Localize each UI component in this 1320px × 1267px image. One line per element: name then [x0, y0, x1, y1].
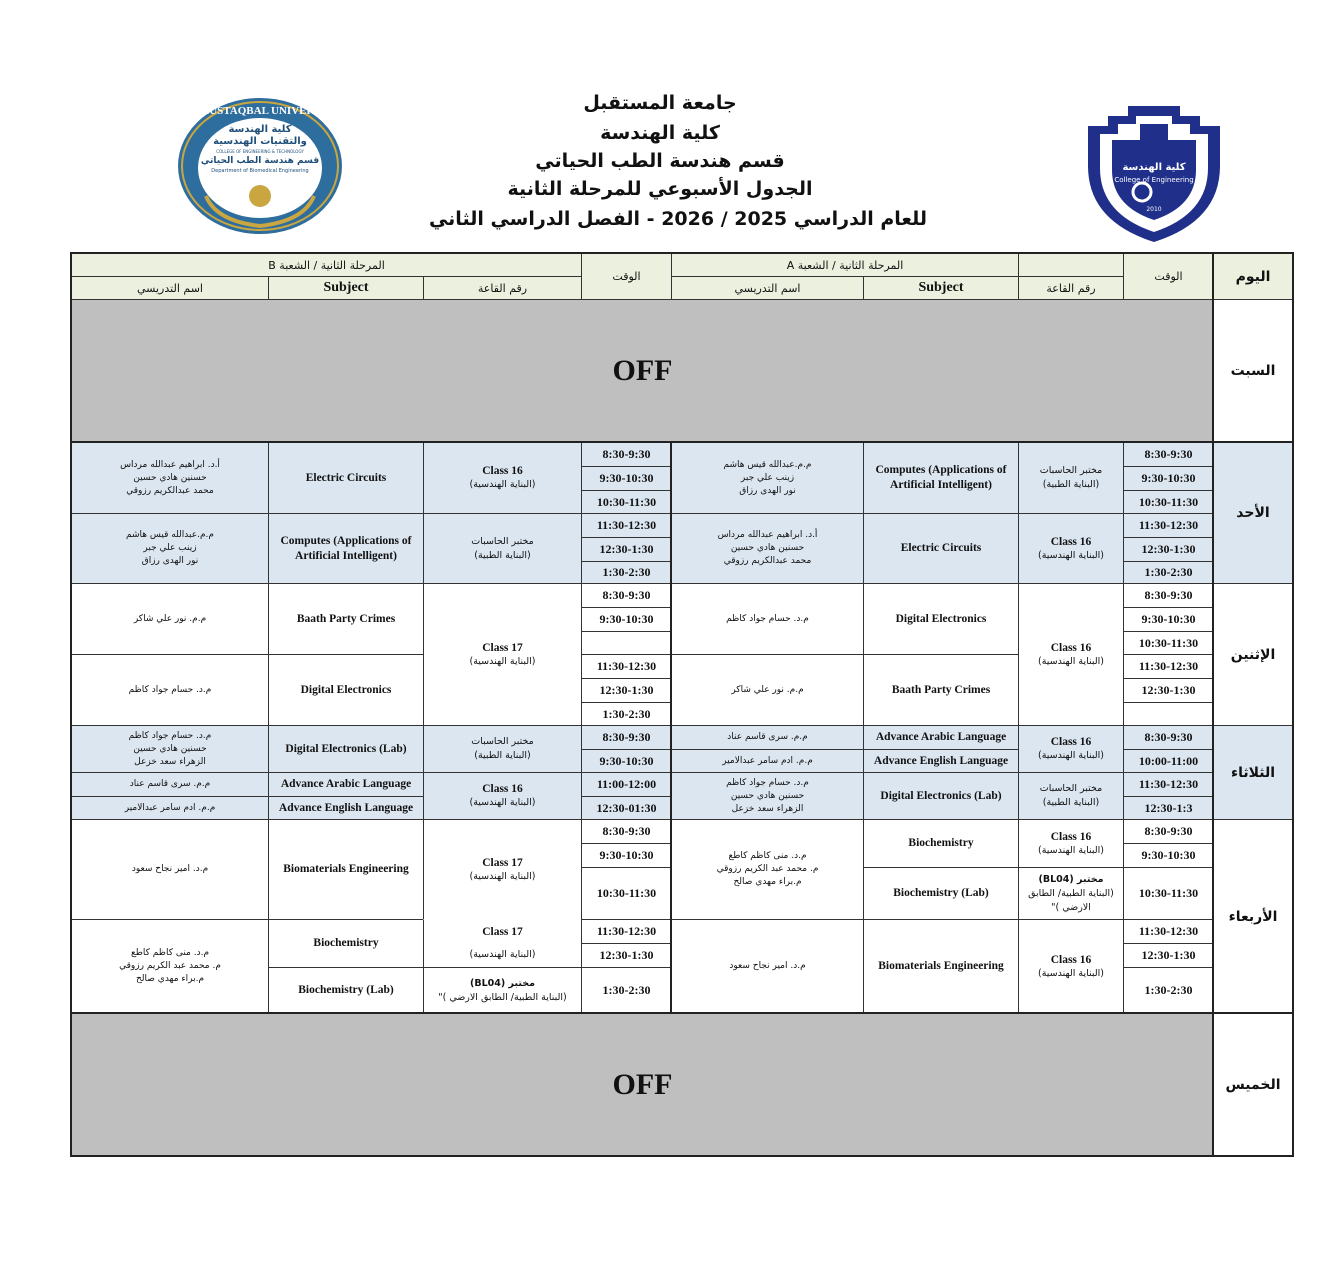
instructor-name: أ.د. ابراهيم عبدالله مرداس — [717, 530, 818, 540]
day-tuesday: الثلاثاء — [1213, 725, 1293, 820]
room-number: مختبر الحاسبات — [471, 535, 534, 547]
building-name: (البناية الهندسية) — [1037, 549, 1105, 561]
subject-cell: Baath Party Crimes — [863, 654, 1019, 726]
logo-arabic: كلية الهندسة — [1122, 162, 1186, 173]
day-thursday: الخميس — [1213, 1013, 1293, 1156]
time-slot — [1123, 702, 1214, 726]
time-slot: 11:30-12:30 — [581, 919, 672, 944]
time-slot: 10:30-11:30 — [581, 490, 672, 514]
instructor-name: م.د. حسام جواد كاظم — [128, 730, 212, 741]
day-wednesday: الأربعاء — [1213, 819, 1293, 1014]
room-cell — [423, 967, 582, 1014]
instructor-name: م.د. امير نجاح سعود — [729, 961, 806, 971]
instructor-cell — [671, 725, 864, 750]
building-name: (البناية الطبية/ الطابق الارضي )" — [438, 991, 567, 1003]
time-slot: 8:30-9:30 — [581, 442, 672, 467]
time-slot: 1:30-2:30 — [1123, 967, 1214, 1014]
subject-cell: Biochemistry — [863, 819, 1019, 868]
instructor-header-b: اسم التدريسي — [71, 276, 269, 300]
room-number: مختبر الحاسبات — [1039, 783, 1103, 794]
room-cell — [1018, 772, 1124, 820]
room-number: مختبر (BL04) — [1038, 873, 1104, 885]
logo-year: 2010 — [1146, 206, 1162, 213]
time-slot: 12:30-1:30 — [1123, 678, 1214, 703]
time-slot: 12:30-1:30 — [1123, 943, 1214, 968]
room-number: مختبر الحاسبات — [471, 736, 534, 747]
building-name: (البناية الهندسية) — [469, 479, 536, 490]
room-header-b: رقم القاعة — [423, 276, 582, 300]
instructor-cell — [71, 442, 269, 514]
instructor-name: م.م. ادم سامر عبدالامير — [124, 802, 216, 813]
room-cell — [423, 819, 582, 920]
instructor-name: م.براء مهدي صالح — [135, 974, 205, 984]
subject-cell: Advance Arabic Language — [863, 725, 1019, 750]
university-name: جامعة المستقبل — [583, 92, 737, 114]
building-name: (البناية الهندسية) — [1037, 750, 1105, 761]
instructor-name: م.د. حسام جواد كاظم — [128, 684, 212, 695]
time-slot: 1:30-2:30 — [581, 702, 672, 726]
time-slot: 11:30-12:30 — [1123, 772, 1214, 797]
time-slot: 8:30-9:30 — [1123, 819, 1214, 844]
instructor-name: م.م. سرى قاسم عناد — [727, 732, 808, 742]
logo-text-3: COLLEGE OF ENGINEERING & TECHNOLOGY — [216, 149, 304, 154]
instructor-name: م.د. منى كاظم كاطع — [728, 851, 807, 861]
time-slot: 8:30-9:30 — [581, 583, 672, 608]
instructor-name: حسنين هادي حسين — [730, 543, 805, 553]
instructor-cell — [671, 772, 864, 820]
room-number: Class 16 — [1050, 830, 1092, 843]
section-b-header: المرحلة الثانية / الشعبة B — [71, 253, 582, 277]
subject-cell: Digital Electronics (Lab) — [268, 725, 424, 773]
schedule-title: الجدول الأسبوعي للمرحلة الثانية — [507, 178, 813, 200]
logo-text-1: كلية الهندسة — [228, 124, 292, 135]
room-cell — [1018, 725, 1124, 773]
instructor-name: م.م. ادم سامر عبدالامير — [722, 755, 813, 766]
instructor-cell — [671, 513, 864, 584]
subject-header-b: Subject — [268, 276, 424, 300]
instructor-cell — [671, 919, 864, 1014]
building-name: (البناية الطبية) — [474, 750, 531, 761]
instructor-name: حسنين هادي حسين — [730, 790, 805, 801]
time-slot: 11:30-12:30 — [1123, 654, 1214, 679]
time-slot: 12:30-1:30 — [581, 537, 672, 562]
instructor-name: م.م. سرى قاسم عناد — [129, 779, 211, 789]
department-logo — [176, 96, 344, 244]
instructor-name: نور الهدى رزاق — [739, 485, 796, 496]
time-slot: 9:30-10:30 — [1123, 843, 1214, 868]
instructor-cell — [671, 749, 864, 773]
time-slot: 10:30-11:30 — [1123, 490, 1214, 514]
instructor-name: أ.د. ابراهيم عبدالله مرداس — [120, 459, 220, 470]
room-number: Class 16 — [482, 465, 523, 477]
subject-cell: Biochemistry (Lab) — [863, 867, 1019, 920]
instructor-cell — [71, 583, 269, 655]
building-name: (البناية الطبية) — [1042, 797, 1100, 808]
saturday-off: OFF — [71, 299, 1214, 443]
instructor-cell — [671, 442, 864, 514]
time-slot: 12:30-1:30 — [1123, 537, 1214, 562]
time-slot: 11:30-12:30 — [1123, 919, 1214, 944]
room-number: Class 16 — [1050, 641, 1092, 654]
building-name: (البناية الهندسية) — [469, 797, 536, 808]
room-cell — [1018, 442, 1124, 514]
room-cell — [423, 583, 582, 726]
day-sunday: الأحد — [1213, 442, 1293, 584]
room-cell — [1018, 513, 1124, 584]
room-cell — [1018, 919, 1124, 1014]
time-slot: 11:30-12:30 — [581, 654, 672, 679]
instructor-name: م.م.عبدالله قيس هاشم — [126, 530, 214, 540]
instructor-name: حسنين هادي حسين — [133, 743, 207, 754]
room-number: Class 16 — [1050, 535, 1092, 548]
room-number: Class 16 — [1050, 953, 1092, 966]
room-cell — [1018, 867, 1124, 920]
instructor-cell — [671, 583, 864, 655]
subject-cell: Biomaterials Engineering — [863, 919, 1019, 1014]
thursday-off: OFF — [71, 1013, 1214, 1156]
time-slot: 9:30-10:30 — [581, 466, 672, 491]
room-cell — [423, 919, 582, 968]
building-name: (البناية الطبية/ الطابق — [1028, 887, 1114, 899]
subject-cell: Advance Arabic Language — [268, 772, 424, 797]
subject-cell: Baath Party Crimes — [268, 583, 424, 655]
time-slot: 9:30-10:30 — [581, 607, 672, 632]
time-slot: 10:30-11:30 — [1123, 867, 1214, 920]
academic-year: للعام الدراسي 2025 / 2026 - الفصل الدراسي الثاني — [428, 208, 928, 230]
instructor-cell — [671, 654, 864, 726]
logo-text-5: Department of Biomedical Engineering — [211, 168, 309, 174]
time-slot: 8:30-9:30 — [581, 819, 672, 844]
time-slot: 1:30-2:30 — [1123, 561, 1214, 584]
room-number: مختبر (BL04) — [470, 977, 535, 989]
logo-text-4: قسم هندسة الطب الحياتي — [200, 156, 320, 166]
instructor-name: م.م. نور علي شاكر — [133, 613, 207, 624]
instructor-name: م.د. حسام جواد كاظم — [726, 613, 809, 624]
day-monday: الإثنين — [1213, 583, 1293, 726]
time-slot: 9:30-10:30 — [581, 843, 672, 868]
instructor-name: م.م. نور علي شاكر — [731, 684, 804, 695]
instructor-name: م.د. منى كاظم كاطع — [130, 948, 210, 958]
building-name: الارضي )" — [1051, 901, 1091, 913]
subject-cell: Digital Electronics (Lab) — [863, 772, 1019, 820]
instructor-name: زينب علي جبر — [740, 472, 795, 483]
instructor-cell — [71, 654, 269, 726]
room-header-a: رقم القاعة — [1018, 276, 1124, 300]
subject-cell: Electric Circuits — [268, 442, 424, 514]
logo-english: College of Engineering — [1114, 176, 1194, 184]
instructor-cell — [671, 819, 864, 920]
subject-header-a: Subject — [863, 276, 1019, 300]
time-slot: 11:00-12:00 — [581, 772, 672, 797]
instructor-name: الزهراء سعد خزعل — [134, 756, 206, 767]
instructor-cell — [71, 796, 269, 820]
instructor-cell — [71, 725, 269, 773]
day-header: اليوم — [1213, 253, 1293, 300]
time-slot: 8:30-9:30 — [1123, 583, 1214, 608]
subject-cell: Biomaterials Engineering — [268, 819, 424, 920]
building-name: (البناية الهندسية) — [469, 655, 536, 667]
building-name: (البناية الهندسية) — [1037, 844, 1105, 856]
instructor-name: م.براء مهدي صالح — [733, 877, 802, 887]
time-slot: 10:30-11:30 — [581, 867, 672, 920]
building-name: (البناية الطبية) — [1042, 479, 1100, 490]
time-header-a: الوقت — [1123, 253, 1214, 300]
subject-cell: Biochemistry — [268, 919, 424, 968]
section-a-header: المرحلة الثانية / الشعبة A — [671, 253, 1019, 277]
time-slot — [581, 631, 672, 655]
room-number: Class 17 — [482, 856, 523, 869]
building-name: (البناية الهندسية) — [1037, 967, 1105, 979]
logo-text-2: والتقنيات الهندسية — [213, 136, 307, 147]
time-slot: 10:30-11:30 — [1123, 631, 1214, 655]
time-slot: 10:00-11:00 — [1123, 749, 1214, 773]
instructor-name: زينب علي جبر — [143, 543, 197, 553]
room-number: Class 17 — [482, 641, 523, 654]
room-cell — [423, 725, 582, 773]
time-header-b: الوقت — [581, 253, 672, 300]
instructor-name: الزهراء سعد خزعل — [731, 803, 804, 814]
room-number: مختبر الحاسبات — [1039, 465, 1103, 476]
header-blank — [1018, 253, 1124, 277]
building-name: (البناية الطبية) — [474, 549, 531, 561]
time-slot: 11:30-12:30 — [581, 513, 672, 538]
instructor-cell — [71, 513, 269, 584]
instructor-name: م.د. حسام جواد كاظم — [726, 777, 809, 788]
subject-cell: Computes (Applications of Artificial Intelligent) — [268, 513, 424, 584]
instructor-name: حسنين هادي حسين — [133, 472, 207, 483]
subject-cell: Biochemistry (Lab) — [268, 967, 424, 1014]
time-slot: 8:30-9:30 — [581, 725, 672, 750]
room-cell — [1018, 583, 1124, 726]
department-name: قسم هندسة الطب الحياتي — [535, 150, 785, 172]
college-logo — [1078, 96, 1230, 244]
instructor-name: م. محمد عبد الكريم رزوقي — [119, 961, 221, 971]
room-cell — [423, 772, 582, 820]
svg-text:AL-MUSTAQBAL UNIVERSITY: AL-MUSTAQBAL UNIVERSITY — [179, 105, 341, 117]
room-number: Class 16 — [1050, 736, 1092, 748]
room-number: Class 17 — [482, 925, 523, 938]
subject-cell: Advance English Language — [268, 796, 424, 820]
instructor-name: م.د. امير نجاح سعود — [131, 864, 209, 874]
time-slot: 1:30-2:30 — [581, 561, 672, 584]
instructor-cell — [71, 819, 269, 920]
building-name: (البناية الهندسية) — [1037, 655, 1105, 667]
time-slot: 12:30-1:3 — [1123, 796, 1214, 820]
subject-cell: Electric Circuits — [863, 513, 1019, 584]
time-slot: 12:30-01:30 — [581, 796, 672, 820]
day-saturday: السبت — [1213, 299, 1293, 443]
room-cell — [423, 513, 582, 584]
subject-cell: Digital Electronics — [863, 583, 1019, 655]
subject-cell: Digital Electronics — [268, 654, 424, 726]
time-slot: 9:30-10:30 — [1123, 607, 1214, 632]
instructor-name: م.م.عبدالله قيس هاشم — [723, 459, 812, 470]
instructor-cell — [71, 772, 269, 797]
instructor-name: محمد عبدالكريم رزوقي — [723, 556, 812, 566]
college-name: كلية الهندسة — [600, 122, 720, 144]
time-slot: 9:30-10:30 — [581, 749, 672, 773]
time-slot: 9:30-10:30 — [1123, 466, 1214, 491]
instructor-name: محمد عبدالكريم رزوقي — [126, 485, 214, 496]
building-name: (البناية الهندسية) — [469, 870, 536, 882]
time-slot: 8:30-9:30 — [1123, 725, 1214, 750]
time-slot: 11:30-12:30 — [1123, 513, 1214, 538]
time-slot: 12:30-1:30 — [581, 678, 672, 703]
time-slot: 12:30-1:30 — [581, 943, 672, 968]
time-slot: 1:30-2:30 — [581, 967, 672, 1014]
room-cell — [423, 442, 582, 514]
subject-cell: Advance English Language — [863, 749, 1019, 773]
time-slot: 8:30-9:30 — [1123, 442, 1214, 467]
instructor-name: نور الهدى رزاق — [141, 556, 199, 566]
building-name: (البناية الهندسية) — [469, 949, 536, 961]
instructor-cell — [71, 919, 269, 1014]
room-number: Class 16 — [482, 783, 523, 795]
subject-cell: Computes (Applications of Artificial Intelligent) — [863, 442, 1019, 514]
instructor-name: م. محمد عبد الكريم رزوقي — [716, 864, 819, 874]
instructor-header-a: اسم التدريسي — [671, 276, 864, 300]
room-cell — [1018, 819, 1124, 868]
